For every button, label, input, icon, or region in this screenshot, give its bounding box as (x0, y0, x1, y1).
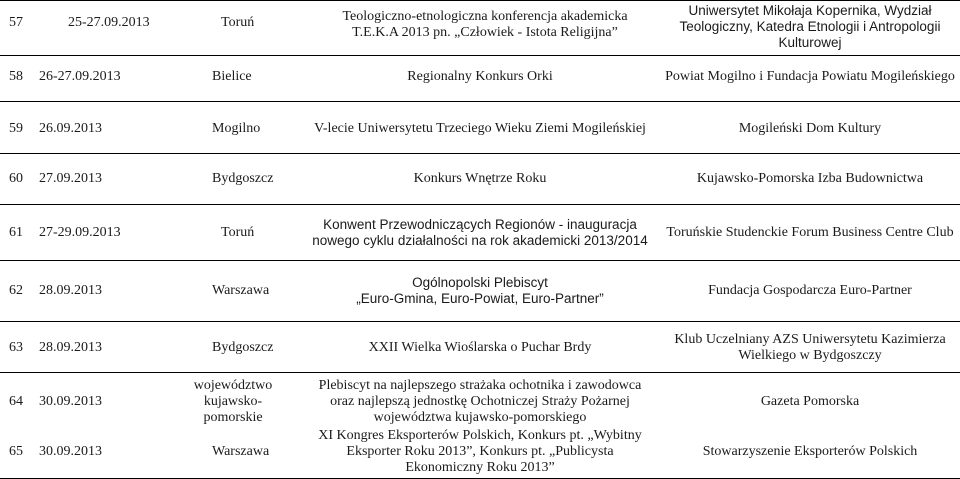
row-event: V-lecie Uniwersytetu Trzeciego Wieku Ziemi Mogileńskiej (314, 121, 646, 136)
row-number: 61 (9, 225, 23, 240)
table-rule (0, 321, 960, 322)
row-date: 26-27.09.2013 (39, 69, 121, 84)
table-rule (0, 55, 960, 56)
row-number: 62 (9, 283, 23, 298)
row-number: 64 (9, 394, 23, 409)
row-date: 27-29.09.2013 (39, 225, 121, 240)
row-organizer: Uniwersytet Mikołaja Kopernika, Wydział Teologiczny, Katedra Etnologii i Antropologii Kulturowej (679, 3, 941, 50)
row-event: Konwent Przewodniczących Regionów - inauguracja nowego cyklu działalności na rok akademicki 2013/2014 (312, 217, 648, 248)
row-organizer: Fundacja Gospodarcza Euro-Partner (708, 283, 912, 298)
row-number: 58 (9, 69, 23, 84)
table-rule (0, 260, 960, 261)
table-rule (0, 153, 960, 154)
row-number: 60 (9, 171, 23, 186)
row-event: Plebiscyt na najlepszego strażaka ochotnika i zawodowca oraz najlepszą jednostkę Ochotniczej Straży Pożarnej województwa kujawsko-pomorskiego (318, 378, 642, 425)
row-number: 59 (9, 121, 23, 136)
row-number: 57 (9, 15, 23, 30)
row-date: 28.09.2013 (39, 340, 102, 355)
row-place: Bydgoszcz (212, 340, 274, 355)
row-date: 25-27.09.2013 (68, 15, 150, 30)
row-event: Ogólnopolski Plebiscyt „Euro-Gmina, Euro-Powiat, Euro-Partner” (356, 275, 604, 306)
row-organizer: Klub Uczelniany AZS Uniwersytetu Kazimierza Wielkiego w Bydgoszczy (674, 332, 946, 363)
row-event: XI Kongres Eksporterów Polskich, Konkurs pt. „Wybitny Eksporter Roku 2013”, Konkurs pt. „Publicysta Ekonomiczny Roku 2013” (318, 428, 642, 475)
row-number: 63 (9, 340, 23, 355)
row-organizer: Mogileński Dom Kultury (738, 121, 882, 136)
row-place: Mogilno (212, 121, 261, 136)
row-place: województwo kujawsko- pomorskie (193, 378, 273, 425)
table-rule (0, 101, 960, 102)
table-rule (0, 372, 960, 373)
row-event: Teologiczno-etnologiczna konferencja akademicka T.E.K.A 2013 pn. „Człowiek - Istota Religijna” (342, 9, 628, 40)
row-place: Bielice (212, 69, 252, 84)
row-organizer: Powiat Mogilno i Fundacja Powiatu Mogileńskiego (665, 69, 955, 84)
row-event: XXII Wielka Wioślarska o Puchar Brdy (368, 340, 592, 355)
row-event: Konkurs Wnętrze Roku (413, 171, 547, 186)
row-date: 26.09.2013 (39, 121, 102, 136)
row-organizer: Gazeta Pomorska (760, 394, 860, 409)
row-date: 30.09.2013 (39, 444, 102, 459)
row-date: 27.09.2013 (39, 171, 102, 186)
row-organizer: Kujawsko-Pomorska Izba Budownictwa (696, 171, 924, 186)
row-place: Toruń (221, 15, 255, 30)
row-event: Regionalny Konkurs Orki (407, 69, 553, 84)
table-rule (0, 204, 960, 205)
row-place: Warszawa (212, 283, 270, 298)
row-place: Warszawa (212, 444, 270, 459)
row-number: 65 (9, 444, 23, 459)
row-place: Toruń (221, 225, 255, 240)
row-organizer: Stowarzyszenie Eksporterów Polskich (702, 444, 918, 459)
table-rule (0, 0, 960, 1)
row-date: 28.09.2013 (39, 283, 102, 298)
row-place: Bydgoszcz (212, 171, 274, 186)
row-organizer: Toruńskie Studenckie Forum Business Centre Club (666, 225, 954, 240)
row-date: 30.09.2013 (39, 394, 102, 409)
